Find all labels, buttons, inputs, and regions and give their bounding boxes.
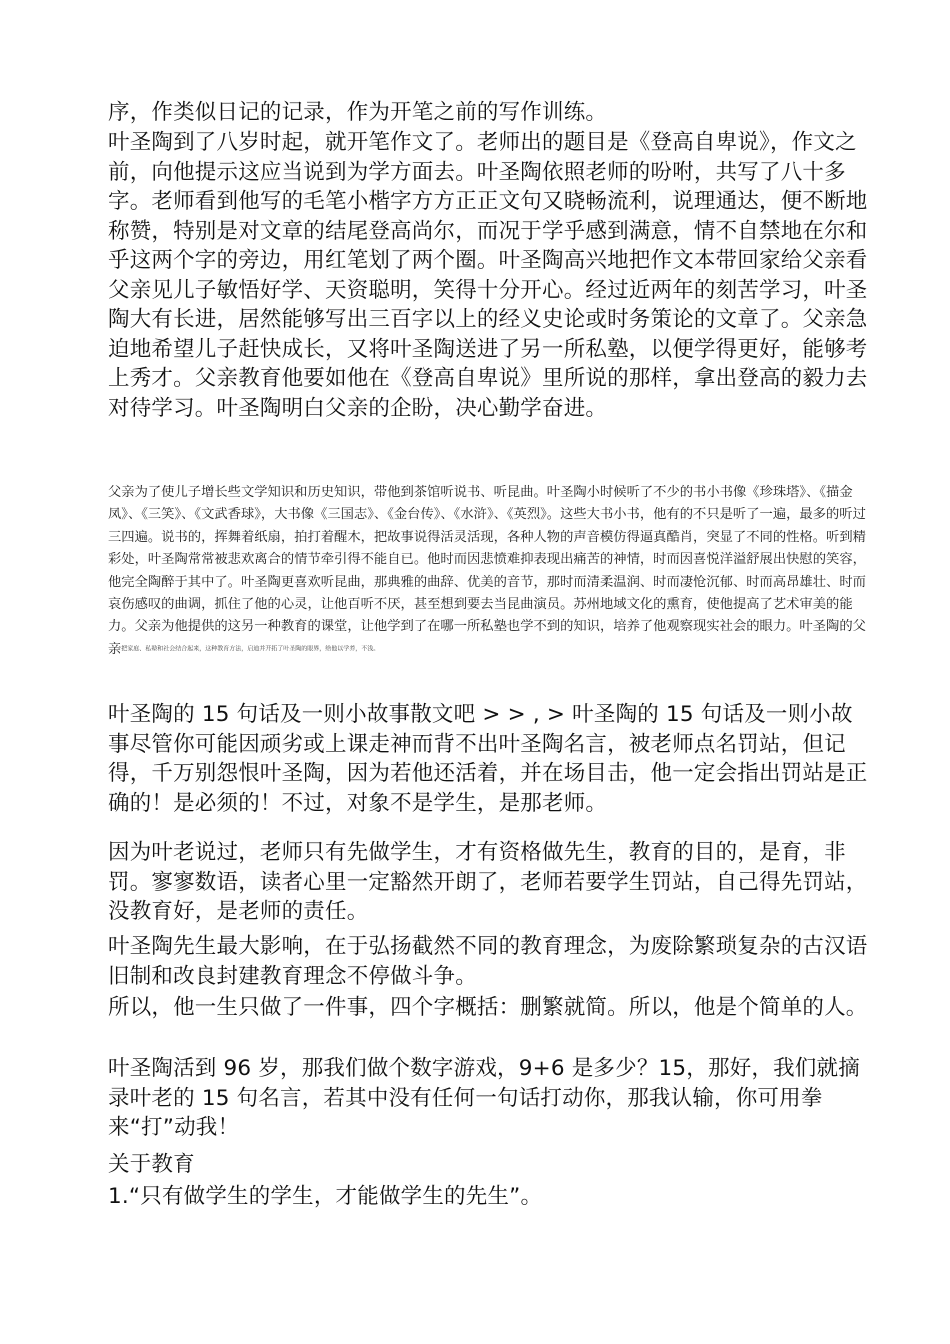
paragraph-fifteen-sayings-intro: 叶圣陶的 15 句话及一则小故事散文吧 > > , > 叶圣陶的 15 句话及一则小故事尽管你可能因顽劣或上课走神而背不出叶圣陶名言，被老师点名罚站，但记得，千万别怨恨叶圣陶，因为若他还活着，并在场目击，他一定会指出罚站是正确的！是必须的！不过，对象不是学生，是那老师。 (108, 702, 868, 816)
storytelling-text: 父亲为了使儿子增长些文学知识和历史知识，带他到茶馆听说书、听昆曲。叶圣陶小时候听了不少的书小书像《珍珠塔》、《描金凤》、《三笑》、《文武香球》，大书像《三国志》、《金台传》、《水浒》、《英烈》。这些大书小书，他有的不只是听了一遍，最多的听过三四遍。说书的，挥舞着纸扇，拍打着醒木，把故事说得活灵活现，各种人物的声音模仿得逼真酷肖，突显了不同的性格。听到精彩处，叶圣陶常常被悲欢离合的情节牵引得不能自已。他时而因悲愤难抑表现出痛苦的神情，时而因喜悦洋溢舒展出快慰的笑容，他完全陶醉于其中了。叶圣陶更喜欢听昆曲，那典雅的曲辞、优美的音节，那时而清柔温润、时而凄怆沉郁、时而高昂雄壮、时而哀伤感叹的曲调，抓住了他的心灵，让他百听不厌，甚至想到要去当昆曲演员。苏州地域文化的熏育，使他提高了艺术审美的能力。父亲为他提供的这另一种教育的课堂，让他学到了在哪一所私塾也学不到的知识，培养了他观察现实社会的眼力。叶圣陶的父亲 (108, 485, 866, 657)
paragraph-opening: 序，作类似日记的记录，作为开笔之前的写作训练。 (108, 100, 608, 125)
storytelling-tail: 把家庭、私塾和社会结合起来，这种教育方法，启迪并开拓了叶圣陶的眼界，给他以学养，不浅。 (121, 645, 380, 653)
section-heading-education: 关于教育 (108, 1152, 195, 1177)
paragraph-number-game: 叶圣陶活到 96 岁，那我们做个数字游戏，9+6 是多少？15，那好，我们就摘录叶老的 15 句名言，若其中没有任何一句话打动你，那我认输，你可用拳来“打”动我！ (108, 1056, 860, 1140)
paragraph-first-essay: 叶圣陶到了八岁时起，就开笔作文了。老师出的题目是《登高自卑说》，作文之前，向他提示这应当说到为学方面去。叶圣陶依照老师的吩咐，共写了八十多字。老师看到他写的毛笔小楷字方方正正文句又晓畅流利，说理通达，便不断地称赞，特别是对文章的结尾登高尚尔，而况于学乎感到满意，情不自禁地在尔和乎这两个字的旁边，用红笔划了两个圈。叶圣陶高兴地把作文本带回家给父亲看父亲见儿子敏悟好学、天资聪明，笑得十分开心。经过近两年的刻苦学习，叶圣陶大有长进，居然能够写出三百字以上的经义史论或时务策论的文章了。父亲急迫地希望儿子赶快成长，又将叶圣陶送进了另一所私塾，以便学得更好，能够考上秀才。父亲教育他要如他在《登高自卑说》里所说的那样，拿出登高的毅力去对待学习。叶圣陶明白父亲的企盼，决心勤学奋进。 (108, 130, 868, 421)
paragraph-storytelling (108, 482, 868, 661)
paragraph-influence: 叶圣陶先生最大影响，在于弘扬截然不同的教育理念，为废除繁琐复杂的古汉语旧制和改良封建教育理念不停做斗争。 (108, 934, 868, 989)
paragraph-education-purpose: 因为叶老说过，老师只有先做学生，才有资格做先生，教育的目的，是育，非罚。寥寥数语，读者心里一定豁然开朗了，老师若要学生罚站，自己得先罚站，没教育好，是老师的责任。 (108, 840, 868, 924)
quote-1: 1.“只有做学生的学生，才能做学生的先生”。 (108, 1184, 543, 1209)
paragraph-simplicity: 所以，他一生只做了一件事，四个字概括：删繁就简。所以，他是个简单的人。 (108, 995, 868, 1020)
